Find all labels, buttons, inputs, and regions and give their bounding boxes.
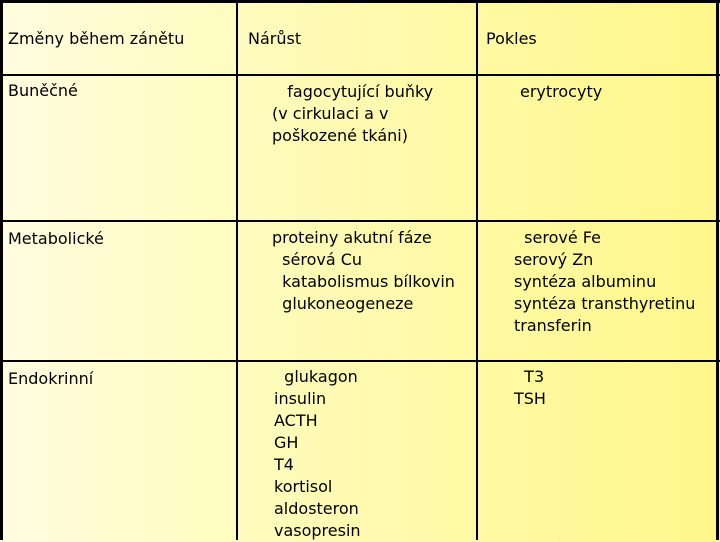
row-metabolic-decrease: serové Fe serový Zn syntéza albuminu syntéza transthyretinu transferin (514, 228, 696, 335)
row-divider-1 (0, 220, 720, 222)
row-cellular-increase: fagocytující buňky (v cirkulaci a v poškozené tkáni) (272, 82, 434, 145)
table-border-top (0, 0, 720, 3)
row-label-cellular: Buněčné (8, 81, 78, 100)
column-divider-1 (236, 0, 238, 540)
table-border-left (0, 0, 3, 540)
row-endocrine-decrease: T3 TSH (514, 367, 546, 408)
row-label-metabolic: Metabolické (8, 229, 104, 248)
column-divider-2 (476, 0, 478, 540)
header-increase: Nárůst (248, 29, 302, 48)
row-divider-2 (0, 360, 720, 362)
row-cellular-decrease: erytrocyty (520, 82, 603, 101)
row-metabolic-increase: proteiny akutní fáze sérová Cu katabolismus bílkovin glukoneogeneze (272, 228, 455, 313)
table-border-right (716, 0, 719, 540)
header-decrease: Pokles (486, 29, 537, 48)
row-endocrine-increase: glukagon insulin ACTH GH T4 kortisol aldosteron vasopresin (274, 367, 361, 540)
header-changes: Změny během zánětu (8, 29, 185, 48)
row-label-endocrine: Endokrinní (8, 369, 94, 388)
row-divider-header (0, 74, 720, 76)
